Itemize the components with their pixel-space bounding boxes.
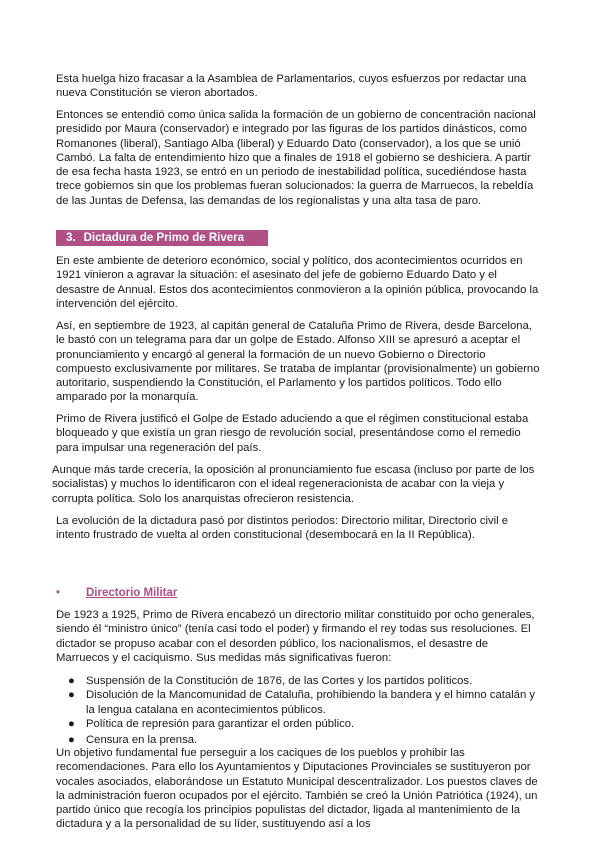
section-number: 3. (66, 232, 76, 244)
paragraph-huelga: Esta huelga hizo fracasar a la Asamblea de Parlamentarios, cuyos esfuerzos por redactar una nueva Constitución se vieron abortados. (56, 73, 527, 100)
list-item: ● Suspensión de la Constitución de 1876, de las Cortes y los partidos políticos. (68, 675, 473, 687)
list-item: ● Disolución de la Mancomunidad de Cataluña, prohibiendo la bandera y el himno catalán y la lengua catalana en acontecimientos públicos. (68, 689, 536, 716)
paragraph-oposicion: Aunque más tarde crecería, la oposición al pronunciamiento fue escasa (incluso por parte de los socialistas) y muchos lo identificaron con el ideal regeneracionista de acabar con la vieja y corrupta política. Solo los anarquistas ofrecieron resistencia. (52, 464, 535, 505)
bullet-icon: ● (68, 675, 75, 687)
section-title: Dictadura de Primo de Rivera (83, 232, 245, 244)
subsection-title: Directorio Militar (86, 587, 178, 599)
paragraph-caciques: Un objetivo fundamental fue perseguir a los caciques de los pueblos y prohibir las recomendaciones. Para ello los Ayuntamientos y Diputaciones Provinciales se sustituyeron por vocales asociados, elaborándose un Estatuto Municipal descentralizador. Los puestos claves de la administración fueron ocupados por el ejército. También se creó la Unión Patriótica (1924), un partido único que recogía los principios populistas del dictador, ligada al mantenimiento de la dictadura y a la personalidad de su líder, sustituyendo así a los (56, 747, 538, 831)
paragraph-directorio: De 1923 a 1925, Primo de Rivera encabezó un directorio militar constituido por ocho generales, siendo él “ministro único” (tenía casi todo el poder) y firmando el rey todas sus resoluciones. El dictador se propuso acabar con el desorden público, los nacionalismos, el desastre de Marruecos y el caciquismo. Sus medidas más significativas fueron: (56, 609, 535, 664)
section-heading-dictadura (56, 230, 268, 246)
paragraph-evolucion: La evolución de la dictadura pasó por distintos periodos: Directorio militar, Directorio civil e intento frustrado de vuelta al orden constitucional (desembocará en la II República). (56, 515, 509, 542)
paragraph-justificacion: Primo de Rivera justificó el Golpe de Estado aduciendo a que el régimen constitucional estaba bloqueado y que existía un gran riesgo de revolución social, presentándose como el remedio para impulsar una regeneración del país. (56, 413, 529, 454)
paragraph-golpe-estado: Así, en septiembre de 1923, al capitán general de Cataluña Primo de Rivera, desde Barcelona, le bastó con un telegrama para dar un golpe de Estado. Alfonso XIII se apresuró a aceptar el pronunciamiento y encargó al general la formación de un nuevo Gobierno o Directorio compuesto exclusivamente por militares. Se trataba de implantar (provisionalmente) un gobierno autoritario, suspendiendo la Constitución, el Parlamento y los partidos políticos. Todo ello amparado por la monarquía. (56, 320, 540, 404)
bullet-icon: ● (68, 689, 75, 702)
subsection-bullet-icon: • (56, 587, 61, 599)
bullet-icon: ● (68, 717, 75, 730)
list-item: ● Política de represión para garantizar el orden público. (68, 717, 355, 730)
bullet-icon: ● (68, 734, 75, 747)
measures-list (56, 674, 542, 747)
paragraph-gobierno-concentracion: Entonces se entendió como única salida la formación de un gobierno de concentración nacional presidido por Maura (conservador) e integrado por las figuras de los partidos dinásticos, como Romanones (liberal), Santiago Alba (liberal) y Eduardo Dato (conservador), a los que se unió Cambó. La falta de entendimiento hizo que a finales de 1918 el gobierno se deshiciera. A partir de esa fecha hasta 1923, se entró en un periodo de inestabilidad política, sucediéndose hasta trece gobiernos sin que los problemas fueran solucionados: la guerra de Marruecos, la rebeldía de las Juntas de Defensa, las demandas de los regionalistas y una alta tasa de paro. (56, 109, 536, 207)
list-item: ● Censura en la prensa. (68, 734, 198, 747)
paragraph-deterioro: En este ambiente de deterioro económico, social y político, dos acontecimientos ocurridos en 1921 vinieron a agravar la situación: el asesinato del jefe de gobierno Eduardo Dato y el desastre de Annual. Estos dos acontecimientos conmovieron a la opinión pública, provocando la intervención del ejército. (56, 255, 539, 310)
